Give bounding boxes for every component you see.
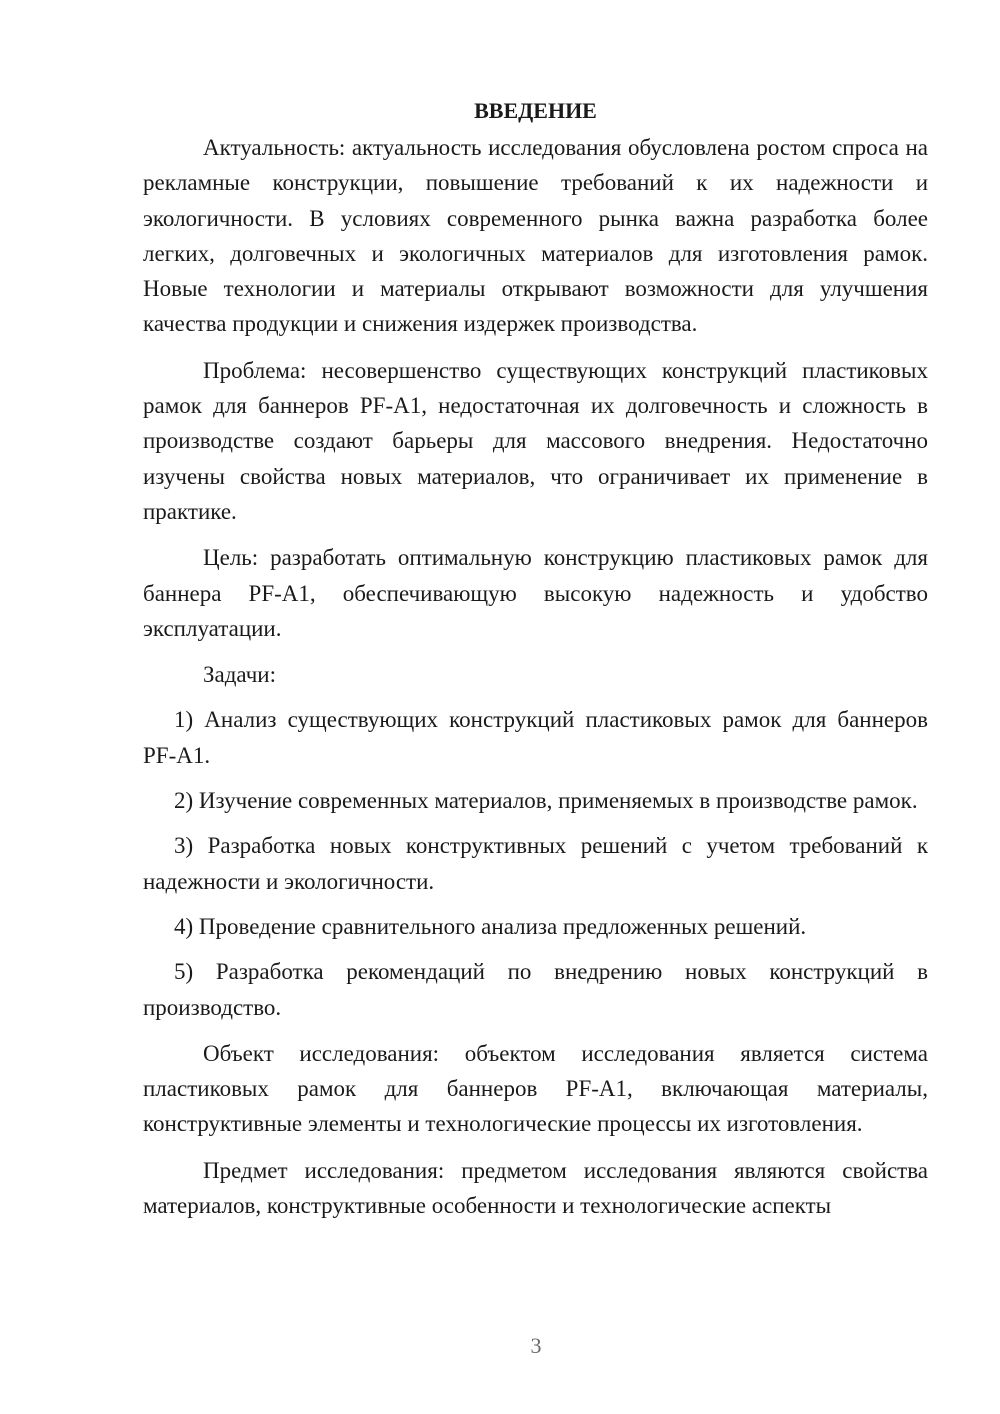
- task-item: 1) Анализ существующих конструкций пластиковых рамок для баннеров PF-A1.: [143, 707, 928, 768]
- goal-paragraph: Цель: разработать оптимальную конструкцию пластиковых рамок для баннера PF-A1, обеспечивающую высокую надежность и удобство эксплуатации.: [143, 545, 928, 641]
- object-paragraph: Объект исследования: объектом исследования является система пластиковых рамок для баннеров PF-A1, включающая материалы, конструктивные элементы и технологические процессы их изготовления.: [143, 1040, 928, 1137]
- task-item: 2) Изучение современных материалов, применяемых в производстве рамок.: [174, 788, 918, 814]
- task-item: 3) Разработка новых конструктивных решений с учетом требований к надежности и экологичности.: [143, 833, 928, 894]
- tasks-heading: Задачи:: [203, 662, 276, 688]
- task-item: 5) Разработка рекомендаций по внедрению новых конструкций в производство.: [143, 959, 928, 1020]
- task-item: 4) Проведение сравнительного анализа предложенных решений.: [174, 913, 807, 939]
- page-title: ВВЕДЕНИЕ: [474, 98, 597, 123]
- problem-paragraph: Проблема: несовершенство существующих конструкций пластиковых рамок для баннеров PF-A1, недостаточная их долговечность и сложность в производстве создают барьеры для массового внедрения. Недостаточно изучены свойства новых материалов, что ограничивает их применение в практике.: [143, 357, 928, 524]
- relevance-paragraph: Актуальность: актуальность исследования обусловлена ростом спроса на рекламные конструкции, повышение требований к их надежности и экологичности. В условиях современного рынка важна разработка более легких, долговечных и экологичных материалов для изготовления рамок. Новые технологии и материалы открывают возможности для улучшения качества продукции и снижения издержек производства.: [143, 135, 928, 337]
- page-content: [143, 92, 928, 1223]
- subject-paragraph: Предмет исследования: предметом исследования являются свойства материалов, конструктивные особенности и технологические аспекты: [143, 1157, 928, 1219]
- page-number: 3: [530, 1333, 542, 1358]
